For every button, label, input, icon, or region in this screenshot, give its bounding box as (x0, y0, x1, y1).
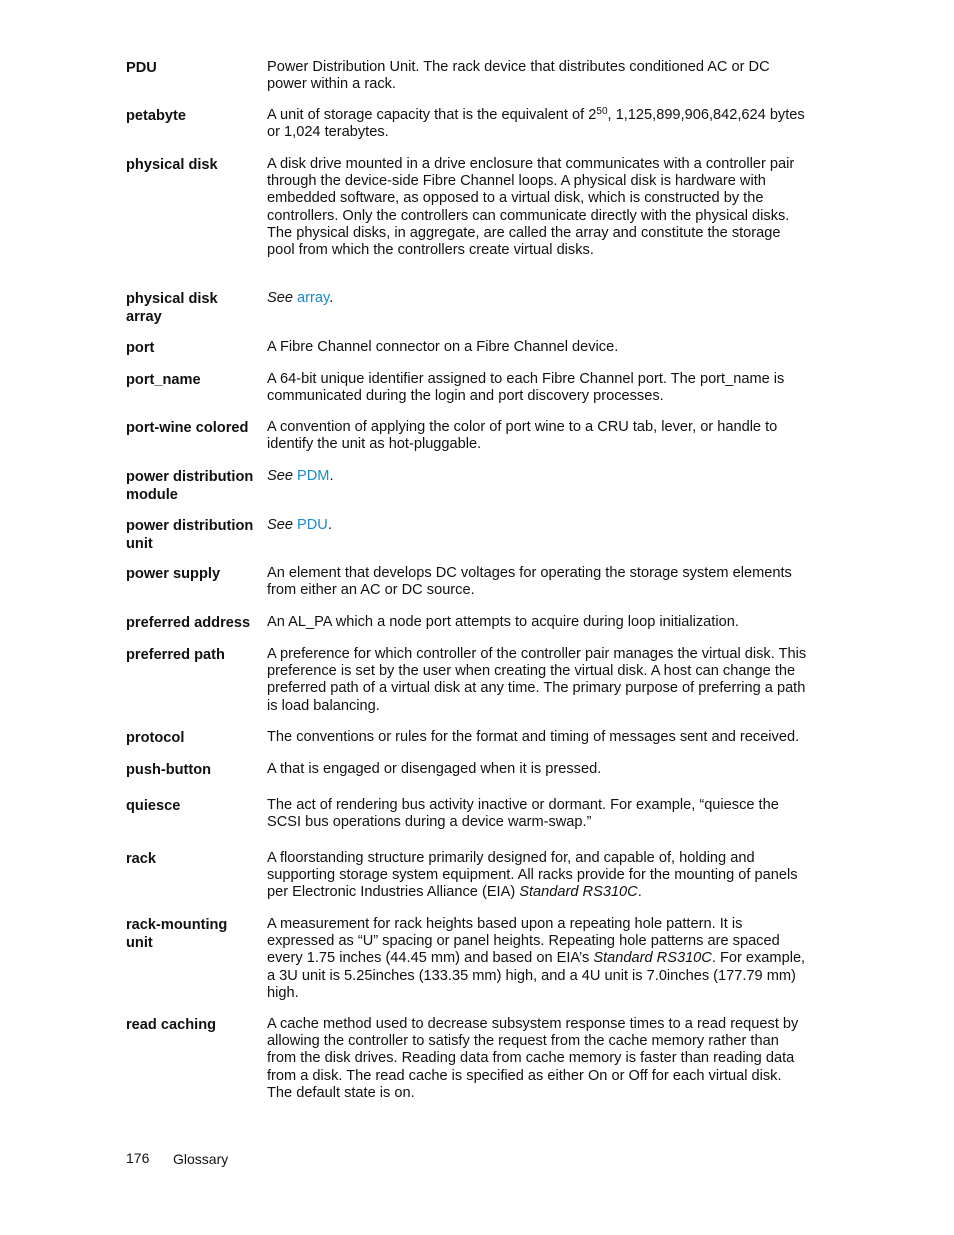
glossary-term: quiesce (126, 798, 181, 814)
section-name: Glossary (173, 1151, 229, 1167)
glossary-term: petabyte (126, 108, 187, 124)
glossary-definition: A that is engaged or disengaged when it is pressed. (267, 761, 602, 777)
glossary-term: power distribution unit (126, 518, 254, 552)
standard-reference: Standard RS310C (519, 884, 638, 901)
glossary-term: push-button (126, 762, 212, 778)
glossary-term: rack (126, 851, 157, 867)
glossary-definition: An element that develops DC voltages for operating the storage system elements from either an AC or DC source. (267, 565, 792, 599)
glossary-term: physical disk (126, 157, 218, 173)
punctuation: . (637, 884, 642, 901)
glossary-definition: A Fibre Channel connector on a Fibre Channel device. (267, 339, 619, 355)
see-link-pdu[interactable]: PDU (297, 517, 328, 533)
punctuation: . (329, 290, 334, 306)
glossary-term: port-wine colored (126, 420, 249, 436)
glossary-term: preferred path (126, 647, 225, 663)
definition-paragraph: The physical disks, in aggregate, are called the array and constitute the storage pool from which the controllers create virtual disks. (267, 224, 781, 259)
glossary-definition: A convention of applying the color of port wine to a CRU tab, lever, or handle to identify the unit as hot-pluggable. (267, 419, 778, 453)
exponent: 50 (596, 106, 608, 117)
glossary-term: read caching (126, 1017, 217, 1033)
glossary-definition: The act of rendering bus activity inactive or dormant. For example, “quiesce the SCSI bus operations during a device warm-swap.” (267, 797, 779, 831)
glossary-term: port (126, 340, 155, 356)
glossary-term: port_name (126, 372, 201, 388)
definition-text: A unit of storage capacity that is the equivalent of 2 (267, 107, 597, 123)
glossary-term: preferred address (126, 615, 251, 631)
glossary-definition (267, 156, 807, 259)
glossary-definition: A 64-bit unique identifier assigned to each Fibre Channel port. The port_name is communicated during the login and port discovery processes. (267, 371, 785, 405)
glossary-term: rack-mounting unit (126, 917, 228, 951)
see-link-pdm[interactable]: PDM (297, 468, 330, 484)
definition-text: . For example, a 3U unit is 5.25inches (133.35 mm) high, and a 4U unit is 7.0inches (177.79 mm) high. (267, 950, 806, 1001)
glossary-term: protocol (126, 730, 185, 746)
see-label: See (267, 517, 293, 533)
glossary-definition: Power Distribution Unit. The rack device that distributes conditioned AC or DC power within a rack. (267, 59, 770, 93)
page-number: 176 (126, 1150, 150, 1166)
definition-paragraph: A disk drive mounted in a drive enclosure that communicates with a controller pair through the device-side Fibre Channel loops. A physical disk is hardware with embedded software, as opposed to a virtual disk, which is constructed by the controllers. Only the controllers can communicate directly with the physical disks. (267, 156, 795, 224)
definition-text: A floorstanding structure primarily designed for, and capable of, holding and supporting storage system equipment. All racks provide for the mounting of panels per Electronic Industries Alliance (EIA) (267, 850, 798, 901)
glossary-definition (267, 468, 807, 485)
see-label: See (267, 468, 293, 484)
glossary-definition (267, 290, 807, 307)
definition-text: , 1,125,899,906,842,624 bytes or 1,024 terabytes. (267, 107, 805, 141)
glossary-definition (267, 517, 807, 534)
glossary-definition (267, 850, 807, 902)
glossary-definition (267, 107, 807, 141)
glossary-term: PDU (126, 60, 157, 76)
see-link-array[interactable]: array (297, 290, 330, 306)
glossary-definition: A cache method used to decrease subsystem response times to a read request by allowing the controller to satisfy the request from the cache memory rather than from the disk drives. Reading data from cache memory is faster than reading data from a disk. The read cache is specified as either On or Off for each virtual disk. The default state is on. (267, 1016, 799, 1101)
standard-reference: Standard RS310C (593, 950, 712, 967)
glossary-term: power distribution module (126, 469, 254, 503)
glossary-definition: A preference for which controller of the controller pair manages the virtual disk. This preference is set by the user when creating the virtual disk. A host can change the preferred path of a virtual disk at any time. The primary purpose of preferring a path is load balancing. (267, 646, 807, 714)
punctuation: . (327, 517, 332, 533)
glossary-definition (267, 916, 807, 1002)
glossary-definition: The conventions or rules for the format and timing of messages sent and received. (267, 729, 800, 745)
punctuation: . (329, 468, 334, 484)
glossary-term: physical disk array (126, 291, 218, 325)
glossary-definition: An AL_PA which a node port attempts to acquire during loop initialization. (267, 614, 739, 630)
definition-text: A measurement for rack heights based upon a repeating hole pattern. It is expressed as “U” spacing or panel heights. Repeating hole patterns are spaced every 1.75 inches (44.45 mm) and based on EIA’s (267, 916, 780, 967)
see-label: See (267, 290, 293, 306)
glossary-term: power supply (126, 566, 221, 582)
